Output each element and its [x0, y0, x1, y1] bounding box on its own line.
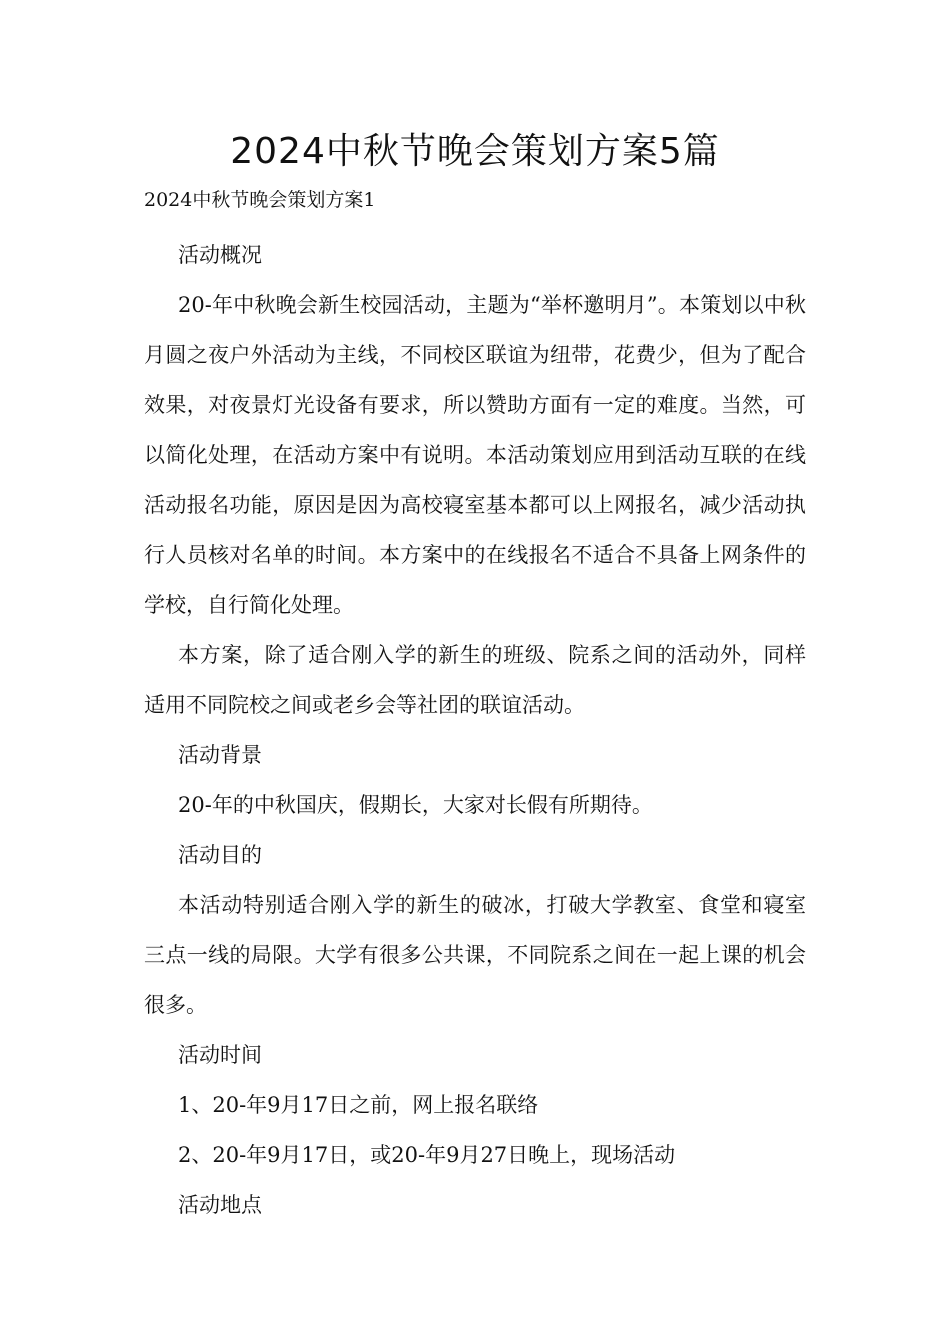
- paragraph-background: 20-年的中秋国庆，假期长，大家对长假有所期待。: [178, 793, 653, 817]
- heading-overview: 活动概况: [178, 243, 262, 267]
- heading-time: 活动时间: [178, 1043, 262, 1067]
- paragraph-purpose: 本活动特别适合刚入学的新生的破冰，打破大学教室、食堂和寝室三点一线的局限。大学有很多公共课，不同院系之间在一起上课的机会很多。: [144, 893, 806, 1017]
- document-body: [144, 230, 806, 1230]
- list-item-time-2: 2、20-年9月17日，或20-年9月27日晚上，现场活动: [178, 1143, 676, 1167]
- heading-background: 活动背景: [178, 743, 262, 767]
- paragraph-overview: 20-年中秋晚会新生校园活动，主题为“举杯邀明月”。本策划以中秋月圆之夜户外活动为主线，不同校区联谊为纽带，花费少，但为了配合效果，对夜景灯光设备有要求，所以赞助方面有一定的难度。当然，可以简化处理，在活动方案中有说明。本活动策划应用到活动互联的在线活动报名功能，原因是因为高校寝室基本都可以上网报名，减少活动执行人员核对名单的时间。本方案中的在线报名不适合不具备上网条件的学校，自行简化处理。: [144, 293, 806, 617]
- document-title: 2024中秋节晚会策划方案5篇: [230, 131, 720, 172]
- list-item-time-1: 1、20-年9月17日之前，网上报名联络: [178, 1093, 539, 1117]
- paragraph-scope: 本方案，除了适合刚入学的新生的班级、院系之间的活动外，同样适用不同院校之间或老乡会等社团的联谊活动。: [144, 643, 806, 717]
- heading-location: 活动地点: [178, 1193, 262, 1217]
- section-heading: 2024中秋节晚会策划方案1: [144, 189, 376, 211]
- heading-purpose: 活动目的: [178, 843, 262, 867]
